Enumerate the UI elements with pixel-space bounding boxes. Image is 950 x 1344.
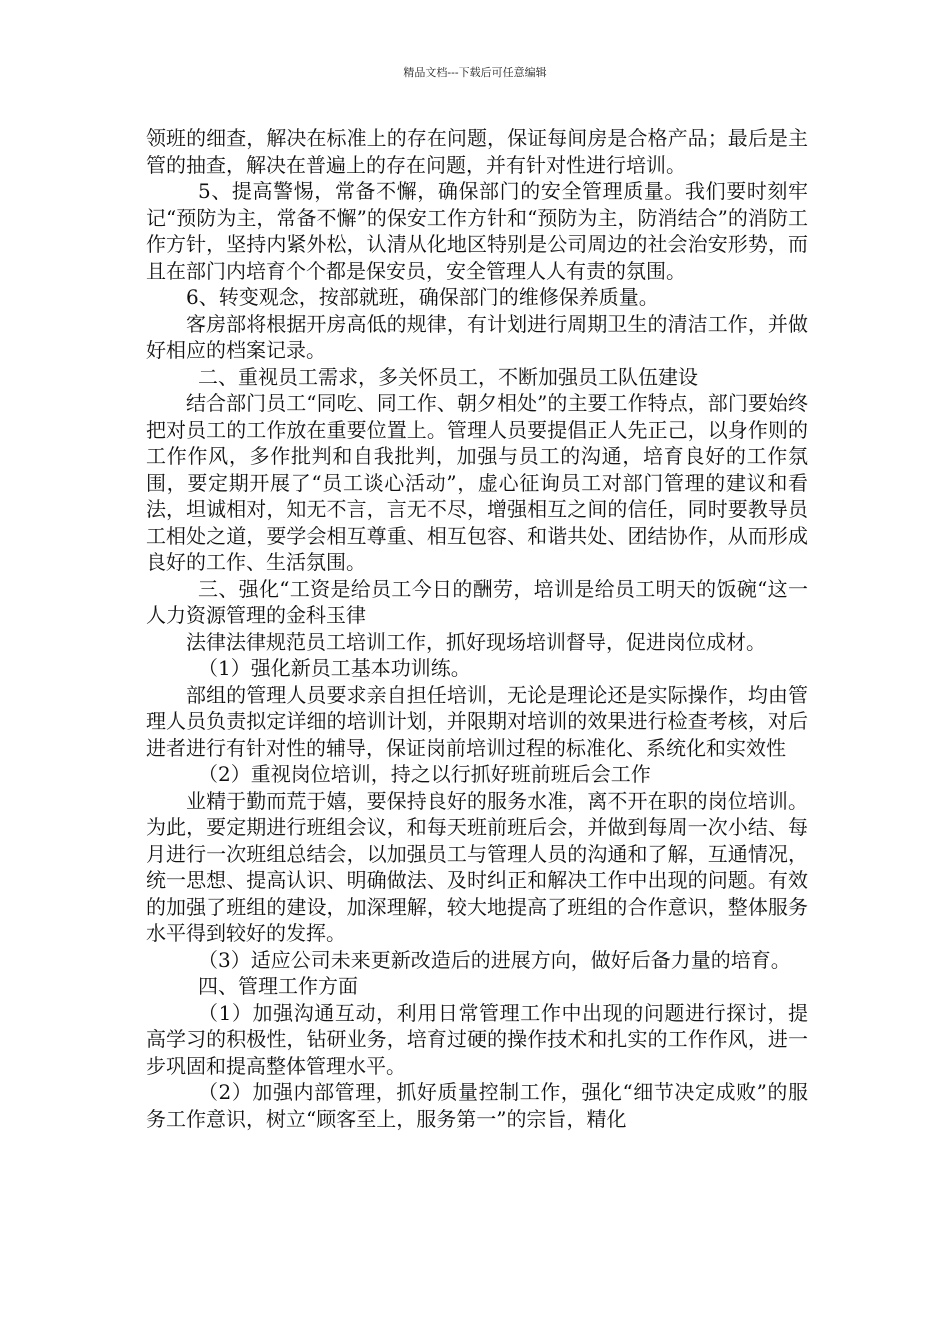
- section-heading: 四、管理工作方面: [198, 974, 358, 998]
- header-watermark: 精品文档---下载后可任意编辑: [403, 66, 547, 79]
- paragraph: 法律法律规范员工培训工作，抓好现场培训督导，促进岗位成材。: [186, 629, 766, 654]
- section-heading: 三、强化“工资是给员工今日的酬劳，培训是给员工明天的饭碗“这一人力资源管理的金科玉律: [146, 576, 808, 627]
- subsection-heading: （3）适应公司未来更新改造后的进展方向，做好后备力量的培育。: [198, 947, 791, 972]
- subsection-heading: （2）重视岗位培训，持之以行抓好班前班后会工作: [198, 762, 651, 786]
- paragraph: 业精于勤而荒于嬉，要保持良好的服务水准，离不开在职的岗位培训。为此，要定期进行班组会议，和每天班前班后会，并做到每周一次小结、每月进行一次班组总结会，以加强员工与管理人员的沟通和了解，互通情况，统一思想、提高认识、明确做法、及时纠正和解决工作中出现的问题。有效的加强了班组的建设，加深理解，较大地提高了班组的合作意识，整体服务水平得到较好的发挥。: [146, 788, 808, 945]
- paragraph: 6、转变观念，按部就班，确保部门的维修保养质量。: [186, 285, 659, 309]
- paragraph: 结合部门员工“同吃、同工作、朝夕相处”的主要工作特点，部门要始终把对员工的工作放在重要位置上。管理人员要提倡正人先正己，以身作则的工作作风，多作批判和自我批判，加强与员工的沟通，培育良好的工作氛围，要定期开展了“员工谈心活动”，虚心征询员工对部门管理的建议和看法，坦诚相对，知无不言，言无不尽，增强相互之间的信任，同时要教导员工相处之道，要学会相互尊重、相互包容、和谐共处、团结协作，从而形成良好的工作、生活氛围。: [146, 391, 808, 574]
- paragraph: （2）加强内部管理，抓好质量控制工作，强化“细节决定成败”的服务工作意识，树立“顾客至上，服务第一”的宗旨，精化: [146, 1080, 808, 1131]
- paragraph: （1）加强沟通互动，利用日常管理工作中出现的问题进行探讨，提高学习的积极性，钻研业务，培育过硬的操作技术和扎实的工作作风，进一步巩固和提高整体管理水平。: [146, 1000, 808, 1078]
- document-body: [146, 125, 808, 1132]
- section-heading: 二、重视员工需求，多关怀员工，不断加强员工队伍建设: [198, 364, 698, 389]
- paragraph: 领班的细查，解决在标准上的存在问题，保证每间房是合格产品；最后是主管的抽查，解决在普遍上的存在问题，并有针对性进行培训。: [146, 126, 808, 177]
- paragraph: 客房部将根据开房高低的规律，有计划进行周期卫生的清洁工作，并做好相应的档案记录。: [146, 311, 808, 362]
- paragraph: 5、提高警惕，常备不懈，确保部门的安全管理质量。我们要时刻牢记“预防为主，常备不懈”的保安工作方针和“预防为主，防消结合”的消防工作方针，坚持内紧外松，认清从化地区特别是公司周边的社会治安形势，而且在部门内培育个个都是保安员，安全管理人人有责的氛围。: [146, 179, 808, 283]
- paragraph: 部组的管理人员要求亲自担任培训，无论是理论还是实际操作，均由管理人员负责拟定详细的培训计划，并限期对培训的效果进行检查考核，对后进者进行有针对性的辅导，保证岗前培训过程的标准化、系统化和实效性: [146, 682, 808, 760]
- subsection-heading: （1）强化新员工基本功训练。: [198, 656, 471, 680]
